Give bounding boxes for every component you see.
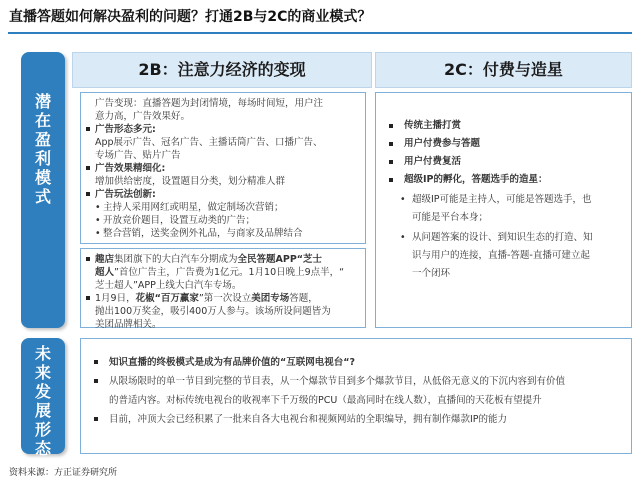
- b2c-sub-line: 可能是平台本身；: [412, 212, 489, 223]
- header-2b-text: 2B：注意力经济的变现: [138, 60, 306, 79]
- ad-play-title-text: 广告玩法创新:: [95, 189, 156, 200]
- case1-line-2: [95, 266, 359, 279]
- b2c-sub-line: 一个闭环: [412, 268, 451, 279]
- bullet-dot: •: [400, 194, 406, 205]
- bullet-square: [86, 192, 90, 196]
- ad-refine-title: [95, 162, 359, 175]
- bullet-square: [86, 257, 90, 261]
- b2c-item: [386, 173, 623, 187]
- future-item: [91, 353, 623, 372]
- bullet-square: [86, 127, 90, 131]
- ad-play-item: [95, 214, 359, 227]
- case1-app: 全民答题APP“芝士: [237, 254, 323, 265]
- case1-company: 趣店: [95, 254, 115, 265]
- case2-date: 1月9日，: [95, 293, 136, 304]
- ad-forms-title: [95, 123, 359, 136]
- case1-text-2: ”首位广告主，广告费为1亿元。1月10日晚上9点半，“: [114, 267, 345, 278]
- bullet-square: [389, 142, 393, 146]
- side-label-top-text: 潜 在 盈 利 模 式: [34, 92, 51, 206]
- page-title: 直播答题如何解决盈利的问题？打通2B与2C的商业模式？: [9, 9, 372, 25]
- b2c-sub-line: 超级IP可能是主持人，可能是答题选手，也: [412, 194, 592, 205]
- case1-text: 集团旗下的大白汽车分期成为: [114, 254, 238, 265]
- bullet-square: [86, 166, 90, 170]
- case1-line-1: [95, 253, 359, 266]
- future-item: [91, 410, 623, 429]
- b2c-sub-item: [386, 191, 623, 227]
- b2c-box: [375, 92, 632, 328]
- ad-refine-title-text: 广告效果精细化:: [95, 163, 166, 174]
- case2-text-b: 答题，: [289, 293, 318, 304]
- bullet-dot: •: [95, 202, 101, 213]
- intro-line-2: 意力高，广告效果好。: [95, 111, 191, 122]
- bullet-square: [389, 124, 393, 128]
- ad-play-title: [95, 188, 359, 201]
- header-2c: [375, 52, 632, 88]
- ad-forms-line-2: 专场广告、贴片广告: [95, 150, 181, 161]
- b2c-item-text: 超级IP的孵化，答题选手的造星：: [404, 174, 548, 185]
- b2c-item-text: 传统主播打赏: [404, 120, 462, 131]
- future-box: [80, 338, 632, 454]
- b2b-monetization-box: [80, 92, 366, 244]
- ad-play-item: [95, 201, 359, 214]
- case1-line-3: 芝士超人”APP上线大白汽车专场。: [95, 280, 242, 291]
- case2-line-1: [95, 292, 359, 305]
- b2c-sub-item: [386, 229, 623, 283]
- bullet-square: [94, 417, 98, 421]
- b2c-item-text: 用户付费复活: [404, 156, 462, 167]
- bullet-dot: •: [95, 228, 101, 239]
- side-label-potential-profit: [21, 52, 65, 328]
- case2-line-2: 抛出100万奖金，吸引400万人参与。该场所设问题皆为: [95, 306, 331, 317]
- future-item: [91, 372, 623, 410]
- case2-line-3: 美团品牌相关。: [95, 319, 162, 330]
- case2-text: ”第一次设立: [198, 293, 252, 304]
- ad-play-item: [95, 227, 359, 240]
- b2c-item: [386, 137, 623, 151]
- ad-play-item-text: 开放竞价题目，设置互动类的广告；: [103, 215, 256, 226]
- title-underline: [8, 32, 632, 34]
- bullet-dot: •: [400, 232, 406, 243]
- b2c-sub-line: 识与用户的连接，直播-答题-直播可建立起: [412, 250, 590, 261]
- case1-app-cont: 超人: [95, 267, 115, 278]
- ad-play-item-text: 整合营销，送奖金例外礼品，与商家及品牌结合: [103, 228, 303, 239]
- cases-box: [80, 248, 366, 328]
- ad-play-item-text: 主持人采用网红或明星，做定制场次营销；: [103, 202, 284, 213]
- future-item-text: 知识直播的终极模式是成为有品牌价值的“互联网电视台“?: [109, 357, 355, 368]
- bullet-square: [389, 160, 393, 164]
- future-item-text: 目前，冲顶大会已经积累了一批来自各大电视台和视频网站的全职编导，拥有制作爆款IP的能力: [109, 414, 508, 425]
- b2c-item: [386, 155, 623, 169]
- header-2c-text: 2C：付费与造星: [444, 60, 563, 79]
- ad-forms-line-1: App展示广告、冠名广告、主播话筒广告、口播广告、: [95, 137, 323, 148]
- bullet-dot: •: [95, 215, 101, 226]
- case2-special: 美团专场: [251, 293, 290, 304]
- bullet-square: [94, 379, 98, 383]
- b2c-item: [386, 119, 623, 133]
- side-label-future-form: [21, 338, 65, 458]
- case2-platform: 花椒“百万赢家: [135, 293, 199, 304]
- intro-line-1: 广告变现：直播答题为封闭情境，每场时间短，用户注: [95, 98, 324, 109]
- bullet-square: [86, 296, 90, 300]
- ad-forms-title-text: 广告形态多元:: [95, 124, 156, 135]
- future-item-text-cont: 的普适内容。对标传统电视台的收视率下千万级的PCU（最高同时在线人数），直播间的天花板有望提升: [109, 395, 542, 406]
- b2c-item-text: 用户付费参与答题: [404, 138, 481, 149]
- b2c-sub-line: 从问题答案的设计、到知识生态的打造、知: [412, 232, 593, 243]
- header-2b: [72, 52, 372, 88]
- side-label-bottom-text: 未 来 发 展 形 态: [34, 344, 51, 458]
- bullet-square: [389, 178, 393, 182]
- source-note: 资料来源：方正证券研究所: [9, 468, 118, 478]
- ad-refine-line: 增加供给密度，设置题目分类，划分精准人群: [95, 176, 286, 187]
- bullet-square: [94, 360, 98, 364]
- future-item-text: 从限场限时的单一节目到完整的节目表，从一个爆款节目到多个爆款节目，从低俗无意义的下沉内容到有价值: [109, 376, 566, 387]
